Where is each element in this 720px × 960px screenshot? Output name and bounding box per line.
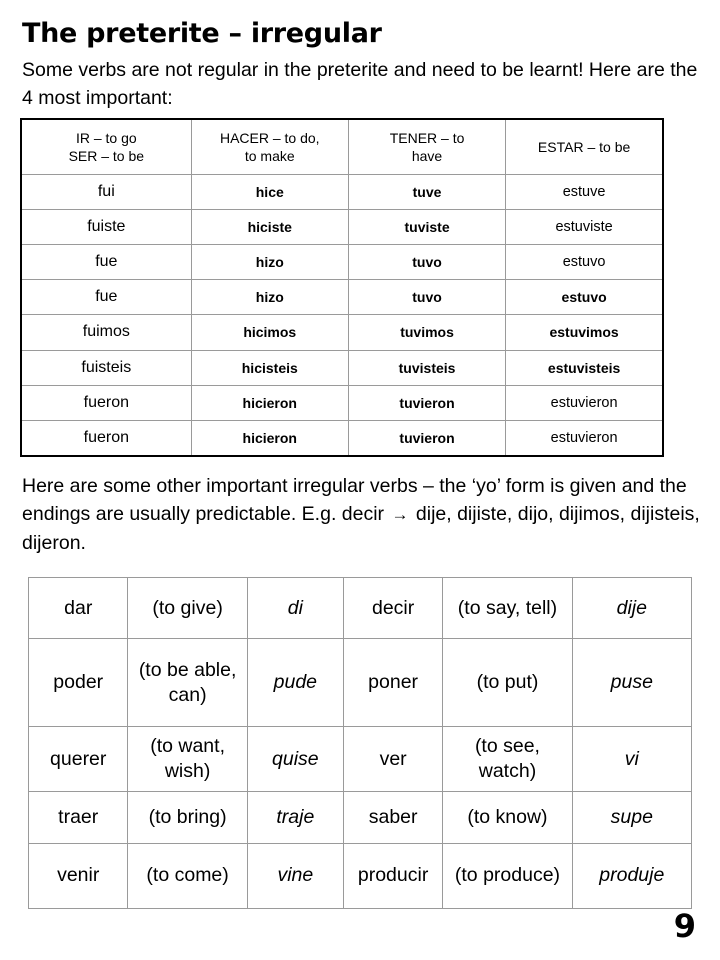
table-cell: producir xyxy=(343,843,442,908)
table-row xyxy=(21,420,663,456)
table-row xyxy=(29,639,692,727)
table-cell: tuvieron xyxy=(348,420,505,456)
other-irregular-verbs-table xyxy=(28,577,692,909)
table-cell: estuvisteis xyxy=(506,350,663,385)
table-cell: fueron xyxy=(21,420,191,456)
page-number: 9 xyxy=(673,907,696,945)
table-cell: tuvimos xyxy=(348,315,505,350)
table-cell: saber xyxy=(343,791,442,843)
table-cell: vi xyxy=(572,727,691,791)
table-cell: hizo xyxy=(191,245,348,280)
table-row xyxy=(29,578,692,639)
table-cell: produje xyxy=(572,843,691,908)
table-cell: traer xyxy=(29,791,128,843)
header-hacer: HACER – to do, to make xyxy=(191,119,348,175)
table-cell: estuvo xyxy=(506,280,663,315)
table-cell: (to put) xyxy=(443,639,572,727)
table-cell: fuiste xyxy=(21,210,191,245)
table-cell: tuve xyxy=(348,175,505,210)
table-row xyxy=(21,245,663,280)
table-cell: hiciste xyxy=(191,210,348,245)
table-row xyxy=(21,350,663,385)
table-cell: tuvieron xyxy=(348,385,505,420)
header-tener: TENER – to have xyxy=(348,119,505,175)
header-ir-ser: IR – to go SER – to be xyxy=(21,119,191,175)
table-row xyxy=(29,727,692,791)
table-cell: decir xyxy=(343,578,442,639)
table-cell: hicieron xyxy=(191,420,348,456)
table-cell: traje xyxy=(247,791,343,843)
table-cell: (to bring) xyxy=(128,791,247,843)
table-cell: estuvo xyxy=(506,245,663,280)
irregular-preterite-table xyxy=(20,118,664,457)
table-cell: pude xyxy=(247,639,343,727)
table-cell: hicieron xyxy=(191,385,348,420)
table-cell: estuviste xyxy=(506,210,663,245)
table-cell: (to give) xyxy=(128,578,247,639)
table-cell: querer xyxy=(29,727,128,791)
table-cell: puse xyxy=(572,639,691,727)
table-cell: estuve xyxy=(506,175,663,210)
table-cell: fue xyxy=(21,280,191,315)
table-cell: (to be able, can) xyxy=(128,639,247,727)
table-cell: hicisteis xyxy=(191,350,348,385)
table-cell: (to produce) xyxy=(443,843,572,908)
table-cell: tuvo xyxy=(348,280,505,315)
table-cell: poner xyxy=(343,639,442,727)
table-cell: tuvo xyxy=(348,245,505,280)
table-cell: fuisteis xyxy=(21,350,191,385)
table-cell: estuvimos xyxy=(506,315,663,350)
table-cell: di xyxy=(247,578,343,639)
table-row xyxy=(29,791,692,843)
table-cell: fue xyxy=(21,245,191,280)
table-cell: tuviste xyxy=(348,210,505,245)
table-cell: (to say, tell) xyxy=(443,578,572,639)
table-cell: (to want, wish) xyxy=(128,727,247,791)
table-cell: hicimos xyxy=(191,315,348,350)
table-cell: (to know) xyxy=(443,791,572,843)
intro-text: Some verbs are not regular in the preterite and need to be learnt! Here are the 4 most important: xyxy=(22,59,698,109)
table-cell: hice xyxy=(191,175,348,210)
table-row xyxy=(21,280,663,315)
header-estar: ESTAR – to be xyxy=(506,119,663,175)
table-cell: (to come) xyxy=(128,843,247,908)
table-cell: fui xyxy=(21,175,191,210)
table-cell: venir xyxy=(29,843,128,908)
table-cell: tuvisteis xyxy=(348,350,505,385)
table-row xyxy=(29,843,692,908)
table-cell: dar xyxy=(29,578,128,639)
table-cell: dije xyxy=(572,578,691,639)
table-cell: supe xyxy=(572,791,691,843)
table-cell: poder xyxy=(29,639,128,727)
table-cell: estuvieron xyxy=(506,420,663,456)
table-cell: hizo xyxy=(191,280,348,315)
table-cell: ver xyxy=(343,727,442,791)
table-cell: fueron xyxy=(21,385,191,420)
table-row xyxy=(21,210,663,245)
table-row xyxy=(21,175,663,210)
arrow-right-icon: → xyxy=(391,505,409,524)
page-title: The preterite – irregular xyxy=(22,18,382,49)
table-cell: quise xyxy=(247,727,343,791)
table-row xyxy=(21,315,663,350)
table-cell: estuvieron xyxy=(506,385,663,420)
table-cell: vine xyxy=(247,843,343,908)
table-cell: (to see, watch) xyxy=(443,727,572,791)
table-row xyxy=(21,385,663,420)
table-header-row xyxy=(21,119,663,175)
other-verbs-paragraph: Here are some other important irregular verbs – the ‘yo’ form is given and the endings are usually predictable. E.g. decir → dije, dijiste, dijo, dijimos, dijisteis, dijeron. xyxy=(22,475,700,554)
table-cell: fuimos xyxy=(21,315,191,350)
